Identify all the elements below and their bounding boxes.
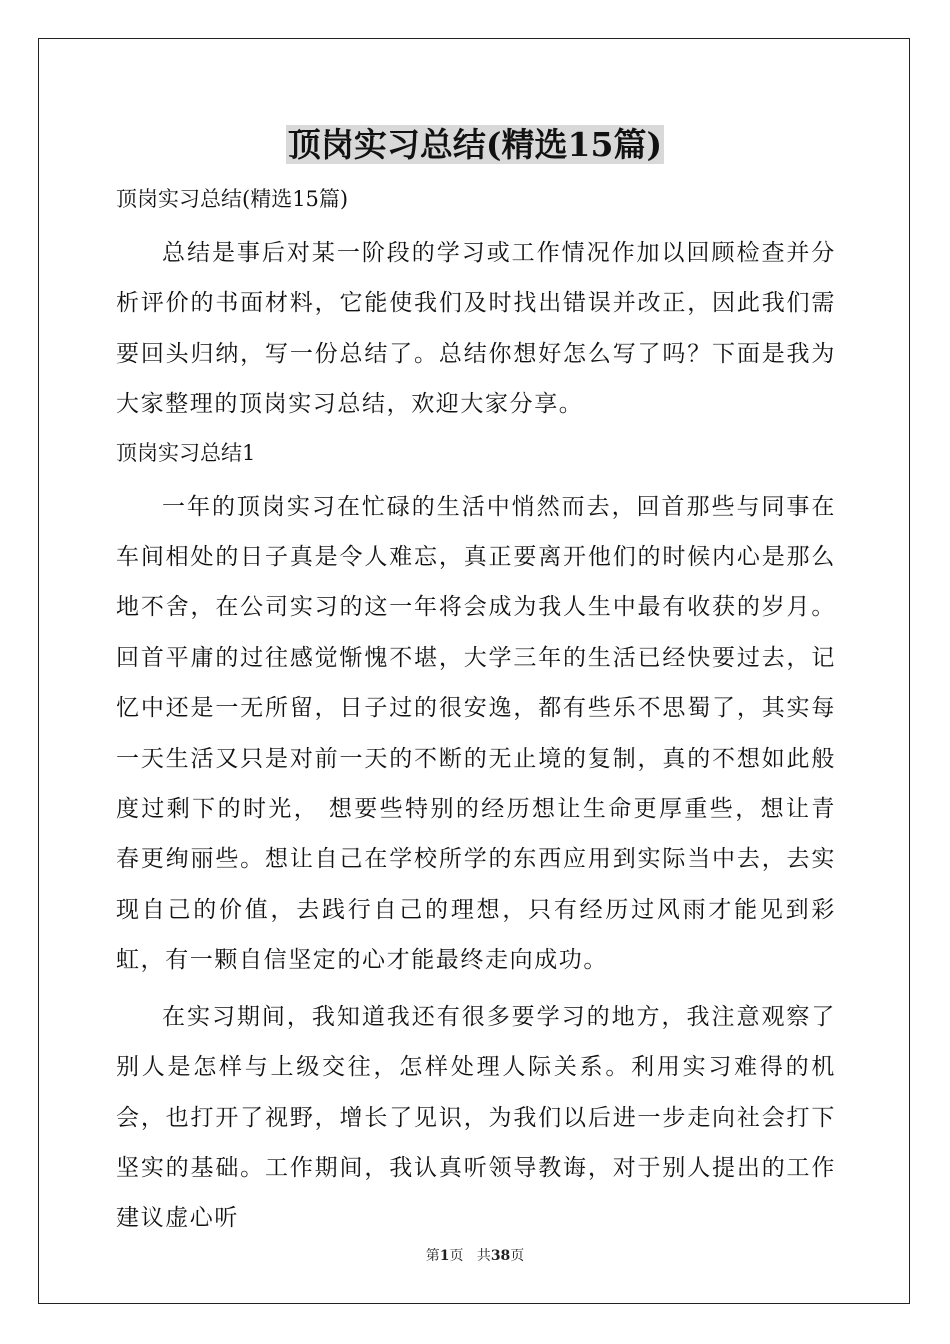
document-title (0, 122, 950, 168)
body-paragraph-1: 一年的顶岗实习在忙碌的生活中悄然而去，回首那些与同事在车间相处的日子真是令人难忘，真正要离开他们的时候内心是那么地不舍，在公司实习的这一年将会成为我人生中最有收获的岁月。回首平庸的过往感觉惭愧不堪，大学三年的生活已经快要过去，记忆中还是一无所留，日子过的很安逸，都有些乐不思蜀了，其实每一天生活又只是对前一天的不断的无止境的复制，真的不想如此般度过剩下的时光， 想要些特别的经历想让生命更厚重些，想让青春更绚丽些。想让自己在学校所学的东西应用到实际当中去，去实现自己的价值，去践行自己的理想，只有经历过风雨才能见到彩虹，有一颗自信坚定的心才能最终走向成功。 (116, 493, 836, 974)
body-paragraph-2: 在实习期间，我知道我还有很多要学习的地方，我注意观察了别人是怎样与上级交往，怎样处理人际关系。利用实习难得的机会，也打开了视野，增长了见识，为我们以后进一步走向社会打下坚实的基础。工作期间，我认真听领导教诲，对于别人提出的工作建议虚心听 (116, 1003, 836, 1232)
section-heading: 顶岗实习总结1 (116, 440, 256, 465)
intro-paragraph: 总结是事后对某一阶段的学习或工作情况作加以回顾检查并分析评价的书面材料，它能使我们及时找出错误并改正，因此我们需要回头归纳，写一份总结了。总结你想好怎么写了吗？下面是我为大家整理的顶岗实习总结，欢迎大家分享。 (116, 240, 836, 418)
document-body (116, 182, 836, 1250)
total-prefix: 共 (476, 1248, 491, 1264)
total-pages: 38 (490, 1248, 511, 1264)
document-subtitle: 顶岗实习总结(精选15篇) (116, 187, 349, 211)
page-number: 1 (439, 1248, 450, 1264)
document-title-text: 顶岗实习总结(精选15篇) (287, 125, 663, 164)
page-suffix: 页 (449, 1248, 464, 1264)
page-footer (0, 1246, 950, 1266)
total-suffix: 页 (510, 1248, 525, 1264)
page-prefix: 第 (425, 1248, 440, 1264)
